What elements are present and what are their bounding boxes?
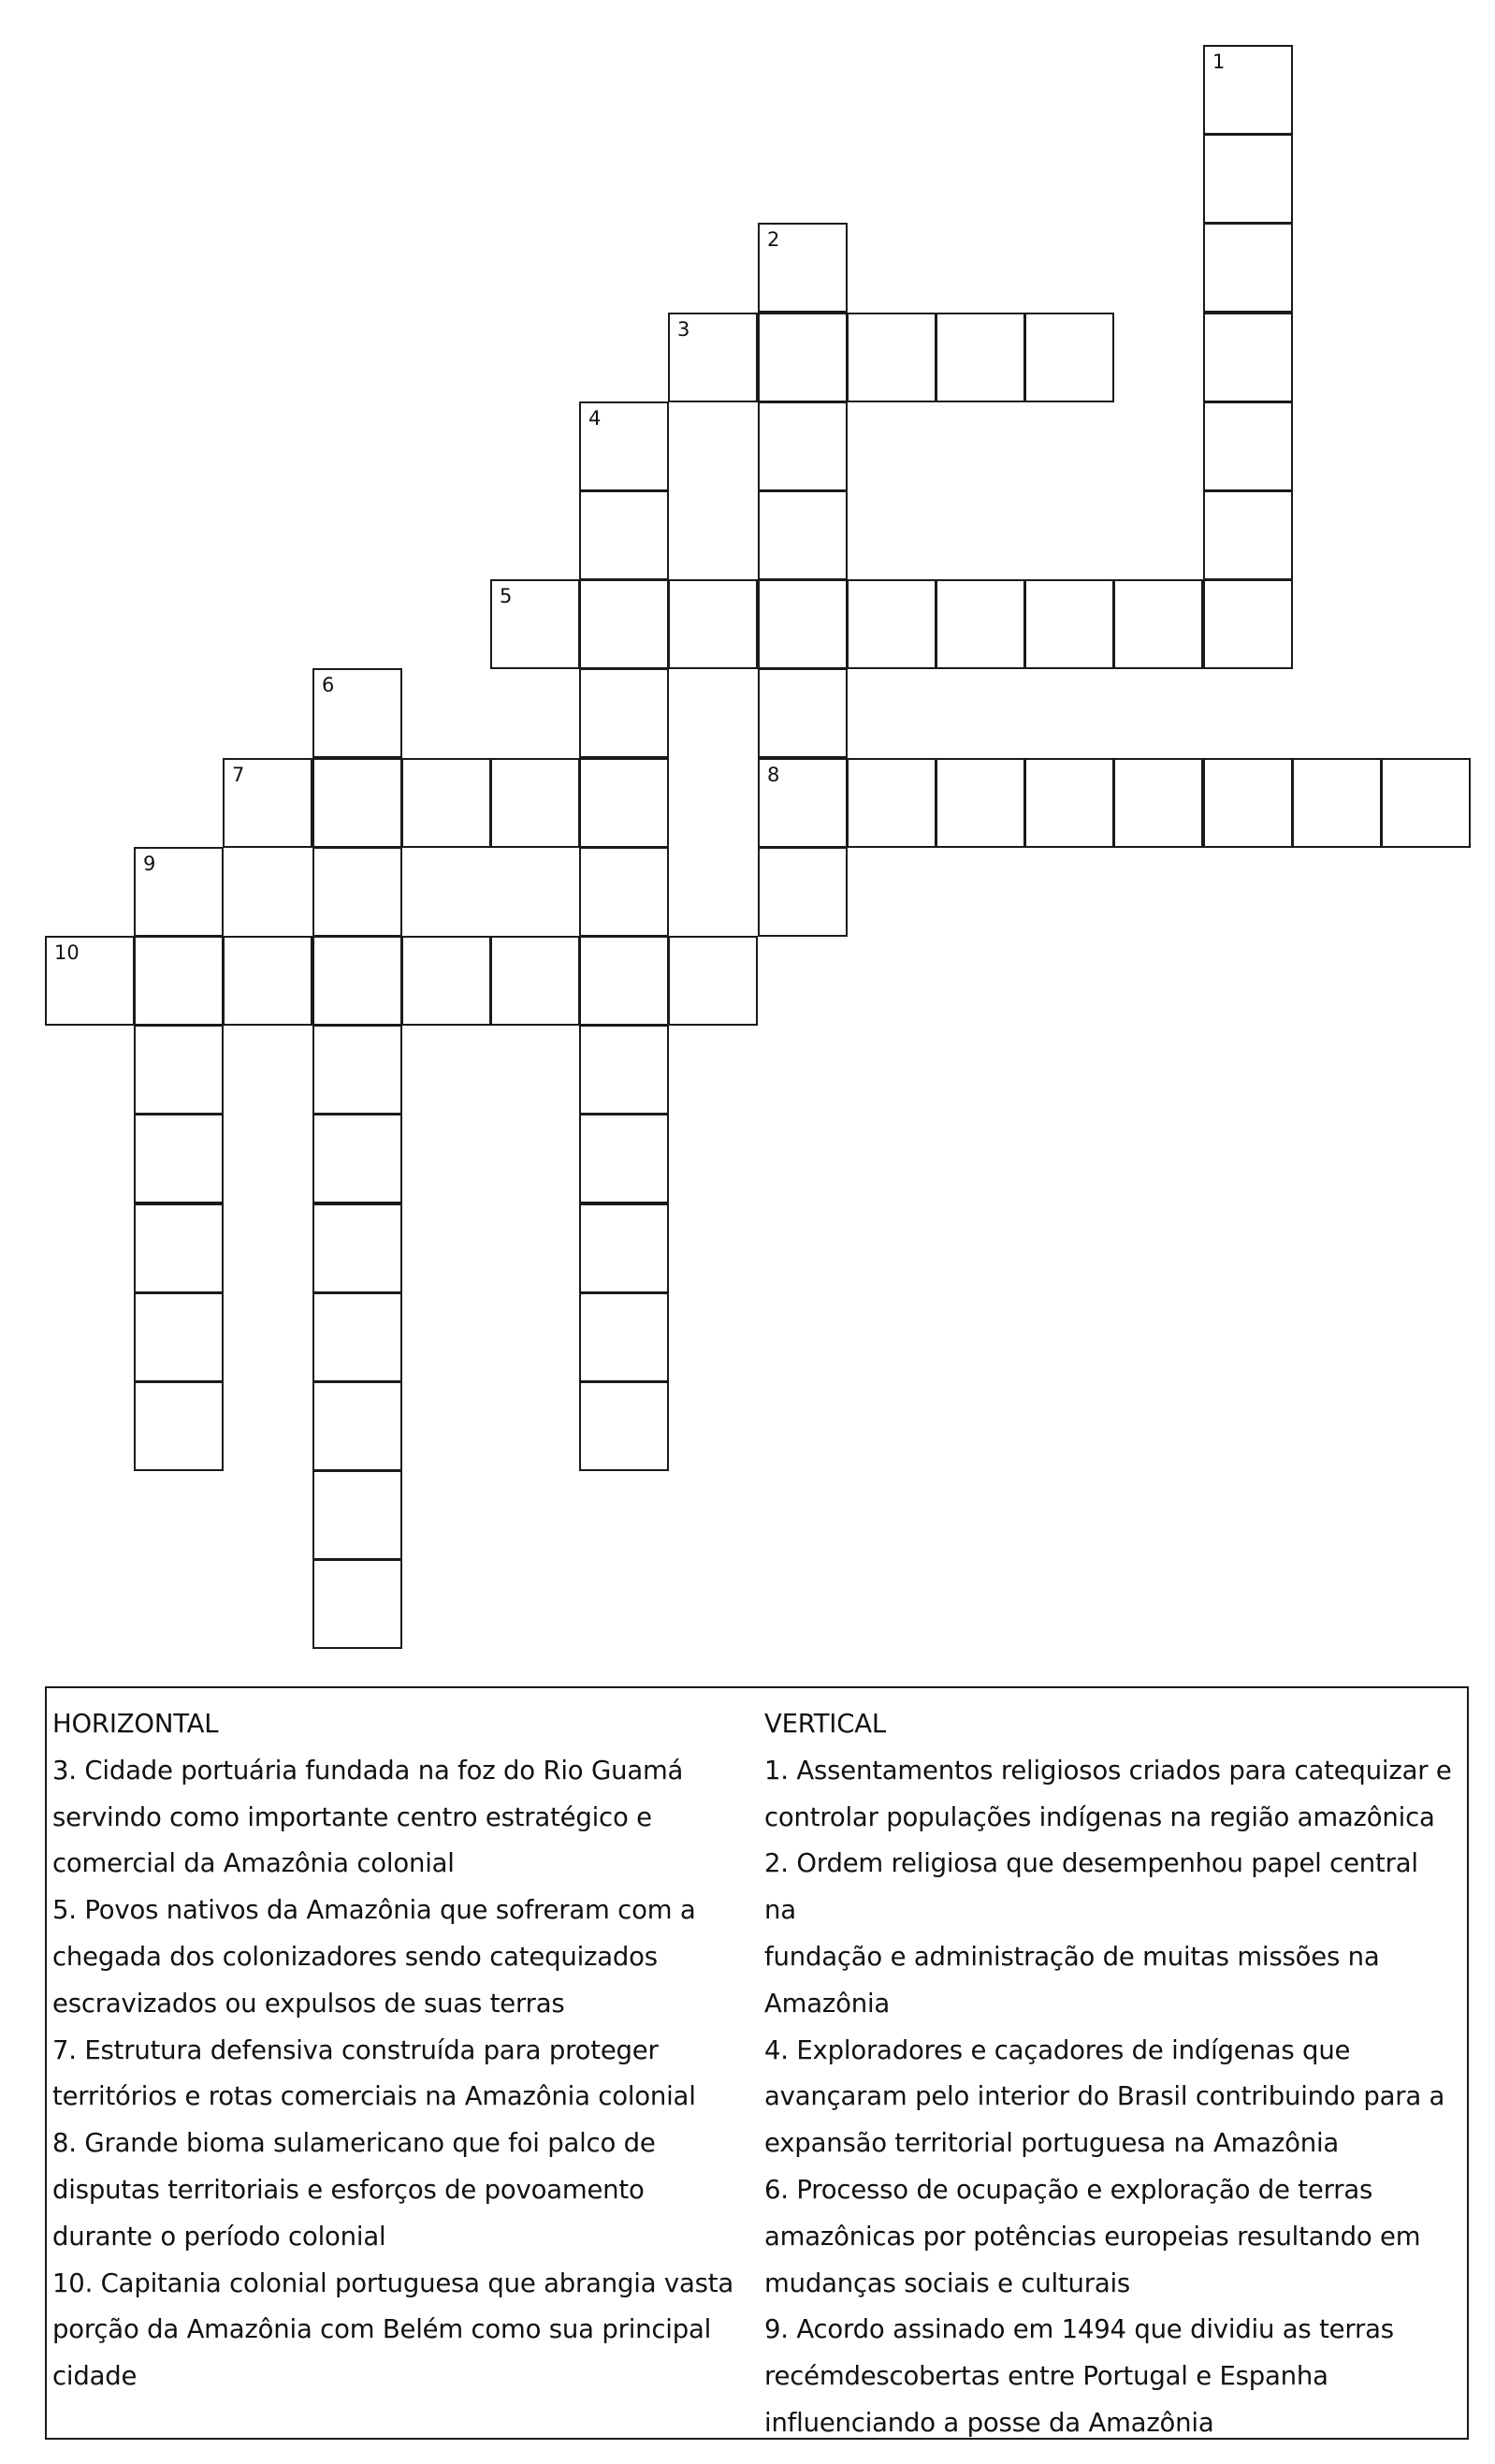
clue-line: 5. Povos nativos da Amazônia que sofreram com a	[52, 1895, 696, 1926]
clue-line: 10. Capitania colonial portuguesa que abrangia vasta	[52, 2267, 733, 2298]
clue-number: 9	[143, 853, 156, 875]
crossword-cell[interactable]	[579, 1114, 669, 1203]
clue-line: Amazônia	[764, 1988, 891, 2019]
crossword-cell[interactable]	[579, 668, 669, 758]
clue-line: porção da Amazônia com Belém como sua principal	[52, 2314, 712, 2345]
clue-number: 6	[322, 674, 335, 696]
crossword-cell[interactable]	[1203, 223, 1293, 313]
crossword-cell[interactable]	[758, 758, 848, 848]
crossword-cell[interactable]	[1024, 758, 1114, 848]
crossword-cell[interactable]	[1203, 134, 1293, 224]
crossword-cell[interactable]	[579, 1381, 669, 1471]
crossword-cell[interactable]	[312, 1470, 402, 1560]
crossword-cell[interactable]	[1203, 313, 1293, 402]
clue-number: 3	[677, 318, 690, 341]
crossword-cell[interactable]	[312, 1203, 402, 1293]
clue-number: 1	[1212, 51, 1226, 73]
crossword-cell[interactable]	[1024, 579, 1114, 669]
crossword-cell[interactable]	[668, 936, 758, 1026]
crossword-cell[interactable]	[936, 579, 1025, 669]
crossword-cell[interactable]	[401, 936, 491, 1026]
vertical-heading: VERTICAL	[764, 1709, 886, 1739]
clue-line: expansão territorial portuguesa na Amazônia	[764, 2128, 1340, 2159]
crossword-cell[interactable]	[579, 936, 669, 1026]
crossword-cell[interactable]	[1203, 45, 1293, 135]
horizontal-clues	[52, 1701, 745, 2400]
crossword-cell[interactable]	[134, 1025, 224, 1115]
clue-number: 7	[232, 764, 245, 786]
crossword-cell[interactable]	[1113, 579, 1203, 669]
clue-number: 4	[588, 407, 602, 430]
clue-line: durante o período colonial	[52, 2221, 386, 2252]
crossword-cell[interactable]	[134, 847, 224, 937]
crossword-cell[interactable]	[579, 1203, 669, 1293]
clue-number: 10	[54, 941, 80, 964]
crossword-cell[interactable]	[668, 579, 758, 669]
crossword-cell[interactable]	[579, 401, 669, 491]
crossword-cell[interactable]	[312, 1025, 402, 1115]
crossword-cell[interactable]	[1203, 490, 1293, 580]
crossword-cell[interactable]	[579, 758, 669, 848]
crossword-cell[interactable]	[847, 758, 936, 848]
crossword-cell[interactable]	[312, 1559, 402, 1649]
crossword-cell[interactable]	[758, 401, 848, 491]
crossword-cell[interactable]	[490, 579, 580, 669]
crossword-cell[interactable]	[758, 490, 848, 580]
crossword-cell[interactable]	[312, 1114, 402, 1203]
horizontal-heading: HORIZONTAL	[52, 1709, 219, 1739]
clue-line: fundação e administração de muitas missões na	[764, 1941, 1380, 1972]
clue-line: 4. Exploradores e caçadores de indígenas que	[764, 2034, 1351, 2065]
crossword-cell[interactable]	[312, 936, 402, 1026]
crossword-cell[interactable]	[45, 936, 135, 1026]
crossword-cell[interactable]	[579, 847, 669, 937]
clue-line: 7. Estrutura defensiva construída para proteger	[52, 2034, 659, 2065]
clue-line: disputas territoriais e esforços de povoamento	[52, 2174, 645, 2205]
crossword-cell[interactable]	[312, 668, 402, 758]
crossword-cell[interactable]	[1024, 313, 1114, 402]
crossword-cell[interactable]	[401, 758, 491, 848]
clue-line: controlar populações indígenas na região amazônica	[764, 1801, 1435, 1832]
crossword-cell[interactable]	[579, 490, 669, 580]
crossword-cell[interactable]	[579, 579, 669, 669]
clue-line: recémdescobertas entre Portugal e Espanha	[764, 2361, 1328, 2392]
vertical-clues	[764, 1701, 1457, 2447]
crossword-cell[interactable]	[1113, 758, 1203, 848]
crossword-cell[interactable]	[134, 1203, 224, 1293]
crossword-cell[interactable]	[312, 847, 402, 937]
crossword-cell[interactable]	[312, 758, 402, 848]
clue-line: cidade	[52, 2361, 138, 2392]
clue-line: influenciando a posse da Amazônia	[764, 2407, 1214, 2438]
crossword-cell[interactable]	[223, 758, 312, 848]
clue-line: 6. Processo de ocupação e exploração de terras	[764, 2174, 1373, 2205]
crossword-cell[interactable]	[668, 313, 758, 402]
crossword-cell[interactable]	[758, 668, 848, 758]
crossword-cell[interactable]	[312, 1292, 402, 1382]
clue-line: escravizados ou expulsos de suas terras	[52, 1988, 565, 2019]
crossword-cell[interactable]	[1203, 579, 1293, 669]
clue-line: mudanças sociais e culturais	[764, 2267, 1131, 2298]
crossword-cell[interactable]	[1381, 758, 1471, 848]
crossword-cell[interactable]	[223, 936, 312, 1026]
crossword-cell[interactable]	[936, 758, 1025, 848]
crossword-cell[interactable]	[1292, 758, 1382, 848]
clue-line: servindo como importante centro estratégico e	[52, 1801, 652, 1832]
clue-number: 8	[767, 764, 780, 786]
clue-line: amazônicas por potências europeias resultando em	[764, 2221, 1421, 2252]
clue-number: 2	[767, 228, 780, 251]
crossword-cell[interactable]	[490, 758, 580, 848]
clue-line: territórios e rotas comerciais na Amazônia colonial	[52, 2081, 696, 2112]
clue-line: 8. Grande bioma sulamericano que foi palco de	[52, 2128, 656, 2159]
clue-line: 9. Acordo assinado em 1494 que dividiu as terras	[764, 2314, 1394, 2345]
crossword-cell[interactable]	[134, 1114, 224, 1203]
crossword-cell[interactable]	[490, 936, 580, 1026]
clue-line: 1. Assentamentos religiosos criados para catequizar e	[764, 1755, 1452, 1786]
clue-line: 3. Cidade portuária fundada na foz do Rio Guamá	[52, 1755, 684, 1786]
clue-line: 2. Ordem religiosa que desempenhou papel central na	[764, 1848, 1418, 1926]
crossword-cell[interactable]	[134, 1381, 224, 1471]
clue-line: comercial da Amazônia colonial	[52, 1848, 455, 1879]
crossword-cell[interactable]	[847, 313, 936, 402]
crossword-cell[interactable]	[134, 1292, 224, 1382]
crossword-cell[interactable]	[758, 579, 848, 669]
crossword-cell[interactable]	[758, 847, 848, 937]
crossword-cell[interactable]	[936, 313, 1025, 402]
crossword-cell[interactable]	[1203, 758, 1293, 848]
clue-line: chegada dos colonizadores sendo catequizados	[52, 1941, 658, 1972]
crossword-cell[interactable]	[579, 1292, 669, 1382]
crossword-cell[interactable]	[312, 1381, 402, 1471]
crossword-cell[interactable]	[758, 223, 848, 313]
clues-panel	[45, 1686, 1469, 2440]
crossword-cell[interactable]	[847, 579, 936, 669]
clue-number: 5	[500, 585, 513, 607]
crossword-cell[interactable]	[758, 313, 848, 402]
clue-line: avançaram pelo interior do Brasil contribuindo para a	[764, 2081, 1445, 2112]
crossword-cell[interactable]	[579, 1025, 669, 1115]
crossword-cell[interactable]	[1203, 401, 1293, 491]
crossword-cell[interactable]	[134, 936, 224, 1026]
